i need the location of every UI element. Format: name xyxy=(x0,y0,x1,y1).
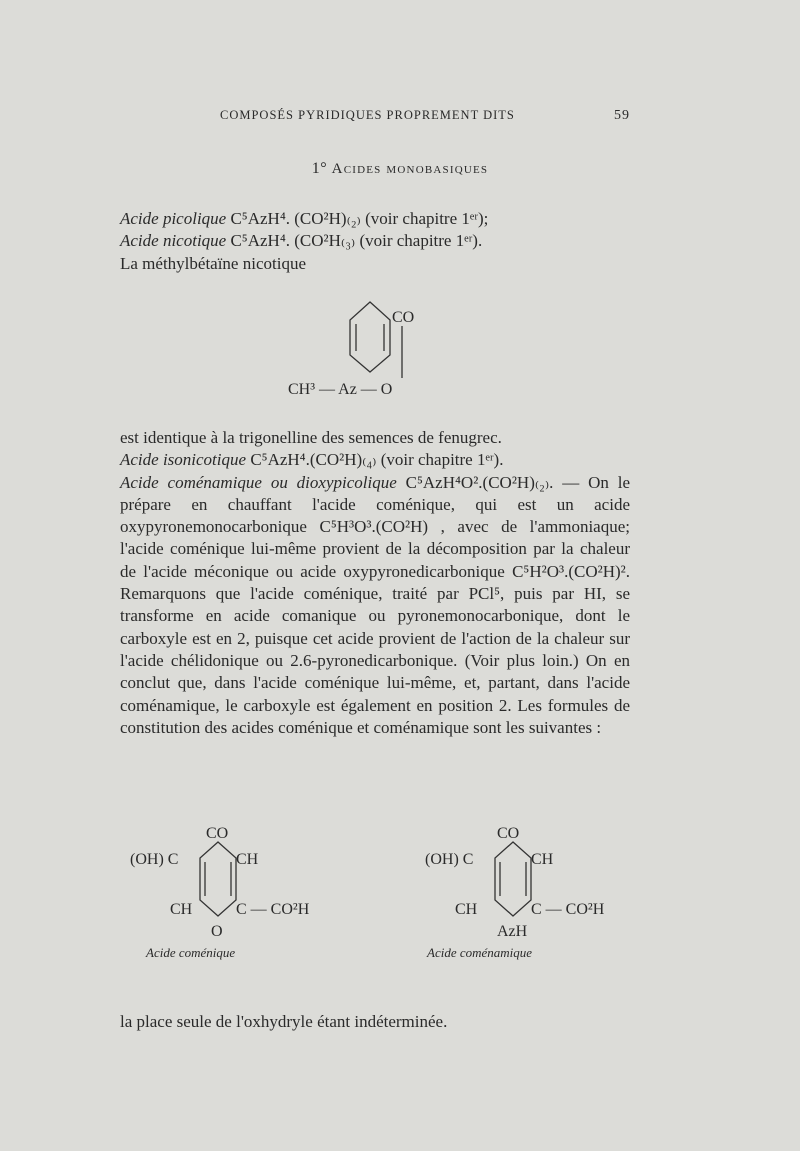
co-label: CO xyxy=(392,309,415,326)
ch-right-label: CH xyxy=(236,851,259,868)
acid-formula: C⁵AzH⁴. (CO²H)₍₂₎ (voir chapitre 1ᵉʳ); xyxy=(230,209,489,228)
ch-right-label: CH xyxy=(531,851,554,868)
line-methylbetaine xyxy=(120,253,630,275)
main-paragraph xyxy=(120,427,630,739)
line-picolique xyxy=(120,208,630,230)
oh-c-label: (OH) C xyxy=(425,851,474,868)
paragraph-text: C⁵AzH⁴O².(CO²H)₍₂₎. — On le prépare en chauffant l'acide coménique, qui est un acide oxypyronemonocarbonique C⁵H³O³.(CO²H) , avec de l'ammoniaque; l'acide coménique lui-même provient de la décomposition par la chaleur de l'acide méconique ou acide oxypyronedicarbonique C⁵H²O³.(CO²H)². Remarquons que l'acide coménique, traité par PCl⁵, puis par HI, se transforme en acide comanique ou pyronemonocarbonique, dont le carboxyle est en 2, puisque cet acide provient de l'action de la chaleur sur l'acide chélidonique ou 2.6-pyronedicarbonique. (Voir plus loin.) On en conclut que, dans l'acide coménique lui-même, et, partant, dans l'acide coménamique, le carboxyle est également en position 2. Les formules de constitution des acides coménique et coménamique sont les suivantes : xyxy=(120,472,630,737)
comenique-structure xyxy=(130,818,360,963)
top-co: CO xyxy=(206,825,229,842)
c-co2h-label: C — CO²H xyxy=(236,901,310,918)
ch-left-label: CH xyxy=(170,901,193,918)
comenamique-paragraph xyxy=(120,472,630,740)
isonicotique-line xyxy=(120,449,630,471)
acid-name: Acide coménamique ou dioxypicolique xyxy=(120,472,397,492)
comenamique-structure xyxy=(425,818,655,963)
top-co: CO xyxy=(497,825,520,842)
acid-formula: C⁵AzH⁴. (CO²H₍₃₎ (voir chapitre 1ᵉʳ). xyxy=(230,231,483,250)
c-co2h-label: C — CO²H xyxy=(531,901,605,918)
hetero-atom: O xyxy=(211,923,223,940)
hetero-atom: AzH xyxy=(497,923,528,940)
structure-caption: Acide coménique xyxy=(146,945,236,960)
text-line: La méthylbétaïne nicotique xyxy=(120,254,306,273)
acid-name: Acide nicotique xyxy=(120,231,227,250)
line-nicotique xyxy=(120,230,630,252)
methylbetaine-structure xyxy=(280,290,460,405)
acid-name: Acide picolique xyxy=(120,209,227,228)
section-number: 1° xyxy=(311,160,328,177)
oh-c-label: (OH) C xyxy=(130,851,179,868)
section-title: Acides monobasiques xyxy=(331,161,489,177)
bottom-label: CH³ — Az — O xyxy=(288,381,393,398)
paragraph-line: est identique à la trigonelline des semences de fenugrec. xyxy=(120,428,502,447)
acid-name: Acide isonicotique xyxy=(120,450,247,470)
acid-formula: C⁵AzH⁴.(CO²H)₍₄₎ (voir chapitre 1ᵉʳ). xyxy=(250,450,504,470)
ch-left-label: CH xyxy=(455,901,478,918)
closing-line: la place seule de l'oxhydryle étant indéterminée. xyxy=(120,1012,448,1031)
page-number: 59 xyxy=(614,108,630,123)
hexagon-ring xyxy=(495,842,531,916)
structure-caption: Acide coménamique xyxy=(427,945,533,960)
running-title: COMPOSÉS PYRIDIQUES PROPREMENT DITS xyxy=(220,108,515,122)
hexagon-ring xyxy=(200,842,236,916)
section-heading xyxy=(0,160,800,178)
